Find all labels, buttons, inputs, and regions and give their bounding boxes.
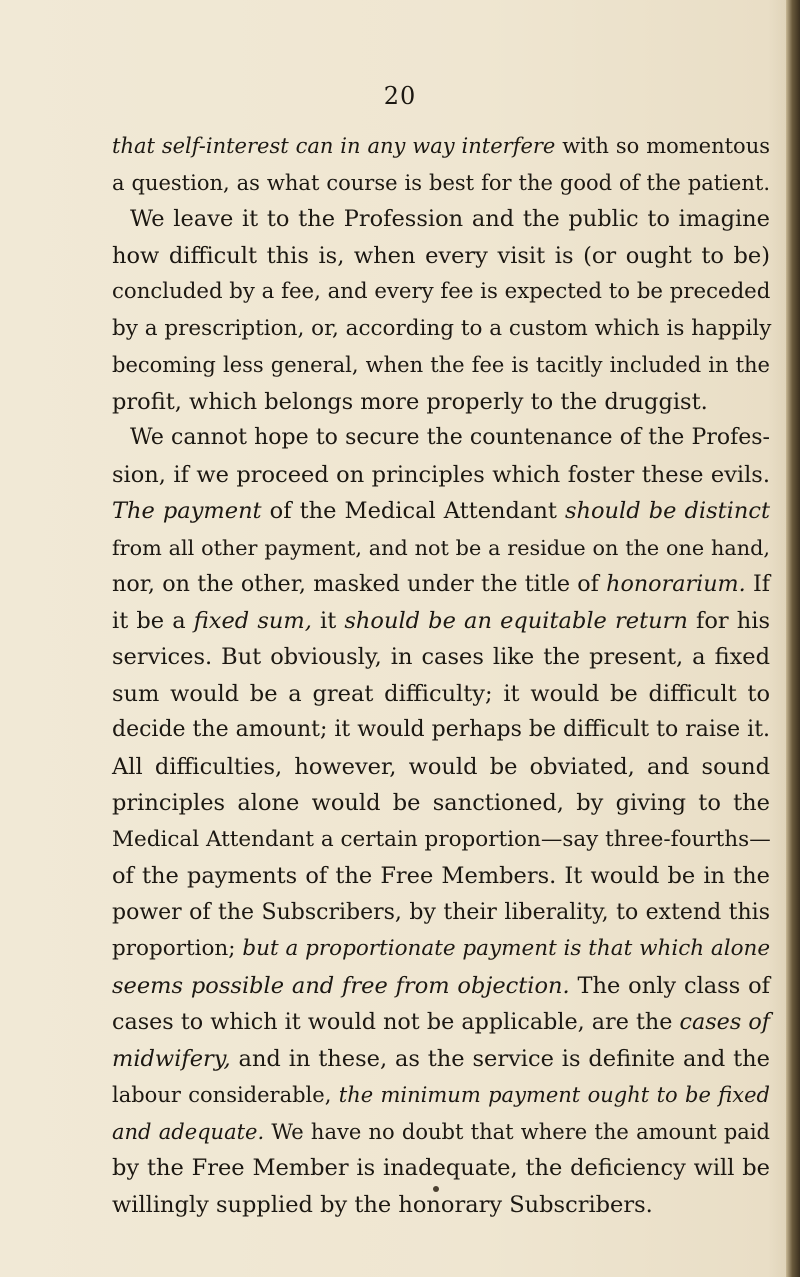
text-segment: power of the Subscribers, by their liberality, to extend this [112,899,770,925]
text-line [112,128,770,165]
text-line [112,785,770,822]
text-line [112,347,770,384]
text-line [112,1077,770,1114]
text-segment: services. But obviously, in cases like the present, a fixed [112,644,770,670]
text-line [112,1150,770,1187]
text-line [112,457,770,494]
text-line [112,712,770,749]
text-line [112,931,770,968]
body-text [112,128,770,1223]
text-line [112,530,770,567]
page-number: 20 [383,82,417,110]
text-segment: cases to which it would not be applicable, are the [112,1009,680,1035]
text-segment: nor, on the other, masked under the title of [112,571,607,597]
text-segment: a question, as what course is best for the good of the patient. [112,170,770,195]
italic-text: the minimum payment ought to be fixed [338,1083,770,1107]
text-line [112,1187,770,1224]
text-line [112,1041,770,1078]
text-segment: by the Free Member is inadequate, the deficiency will be [112,1155,770,1181]
text-line [112,384,770,421]
text-segment: All difficulties, however, would be obviated, and sound [112,753,770,780]
text-segment: We cannot hope to secure the countenance of the Profes- [130,425,770,450]
text-segment: of the Medical Attendant [261,498,565,524]
text-segment: We have no doubt that where the amount paid [264,1119,770,1144]
text-segment: with so momentous [555,134,770,158]
italic-text: midwifery, [112,1045,231,1072]
text-line [112,895,770,932]
text-line [112,749,770,786]
italic-text: but a proportionate payment is that which alone [242,936,771,961]
text-line [112,1114,770,1151]
text-line [112,201,770,238]
text-segment: concluded by a fee, and every fee is expected to be preceded [112,279,771,304]
text-line [112,822,770,859]
text-segment: sion, if we proceed on principles which foster these evils. [112,461,770,488]
italic-text: should be distinct [564,498,771,524]
text-segment: becoming less general, when the fee is tacitly included in the [112,353,770,377]
page-edge-shadow [786,0,800,1277]
text-segment: from all other payment, and not be a residue on the one hand, [112,535,770,560]
text-segment: decide the amount; it would perhaps be difficult to raise it. [112,717,771,742]
text-line [112,420,770,457]
italic-text: The payment [112,498,262,524]
text-line [112,493,770,530]
italic-text: fixed sum, [193,607,312,634]
text-line [112,274,770,311]
text-segment: profit, which belongs more properly to the druggist. [112,388,708,415]
italic-text: seems possible and free from objection. [112,972,570,999]
text-line [112,1004,770,1041]
text-segment: it be a [112,607,194,634]
text-segment: principles alone would be sanctioned, by giving to the [112,790,770,816]
italic-text: should be an equitable return [344,607,688,634]
text-line [112,238,770,275]
text-segment: it [311,607,345,634]
text-line [112,165,770,202]
text-line [112,858,770,895]
text-segment: and in these, as the service is definite and the [230,1045,770,1072]
text-line [112,968,770,1005]
text-segment: by a prescription, or, according to a custom which is happily [112,315,772,341]
text-segment: of the payments of the Free Members. It would be in the [112,863,770,889]
text-line [112,311,770,348]
text-segment: labour considerable, [112,1083,339,1107]
italic-text: and adequate. [112,1119,265,1144]
text-segment: how difficult this is, when every visit is (or ought to be) [112,242,770,269]
text-segment: for his [687,607,770,634]
text-line [112,603,770,640]
italic-text: cases of [679,1009,770,1035]
text-segment: Medical Attendant a certain proportion—say three-fourths— [112,826,771,852]
text-segment: The only class of [569,972,770,999]
italic-text: that self-interest can in any way interfere [112,134,556,158]
text-line [112,639,770,676]
text-line [112,566,770,603]
text-segment: sum would be a great difficulty; it would be difficult to [112,680,770,707]
text-segment: willingly supplied by the honorary Subscribers. [112,1191,653,1218]
text-segment: We leave it to the Profession and the public to imagine [130,206,770,232]
text-segment: proportion; [112,936,243,961]
italic-text: honorarium. [606,571,746,597]
text-segment: If [745,571,770,597]
text-line [112,676,770,713]
printer-dot [433,1186,439,1192]
